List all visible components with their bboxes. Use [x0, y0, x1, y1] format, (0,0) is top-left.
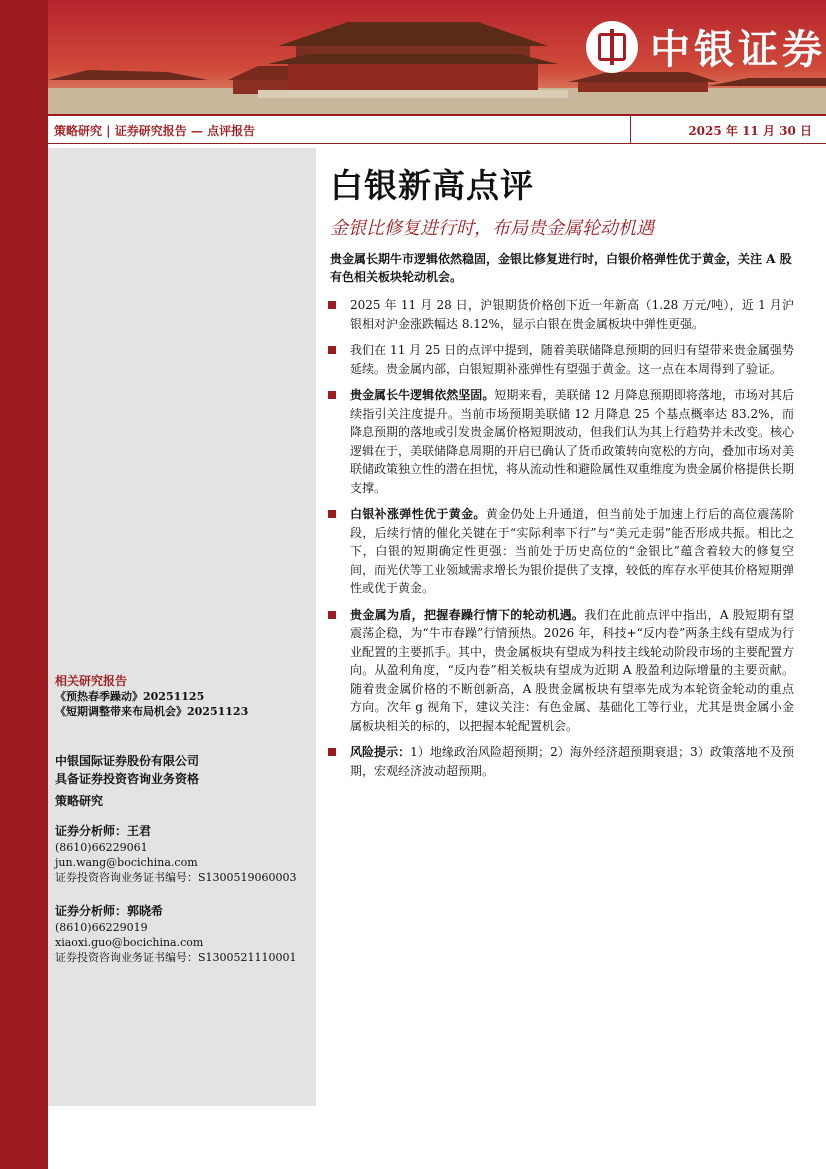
bullet-text: 2025 年 11 月 28 日，沪银期货价格创下近一年新高（1.28 万元/吨），近 1 月沪银相对沪金涨跌幅达 8.12%，显示白银在贵金属板块中弹性更强。 [350, 298, 794, 331]
bullet-item [326, 341, 794, 378]
bullet-lead: 贵金属为盾，把握春躁行情下的轮动机遇。 [350, 607, 585, 622]
summary: 贵金属长期牛市逻辑依然稳固，金银比修复进行时，白银价格弹性优于黄金，关注 A 股有色相关板块轮动机会。 [330, 252, 792, 284]
qualification: 具备证券投资咨询业务资格 [55, 772, 200, 786]
analyst-name: 证券分析师：王君 [55, 824, 152, 838]
company-info [55, 752, 199, 810]
bullet-square-icon [328, 391, 336, 399]
bullet-square-icon [328, 346, 336, 354]
bullet-item [326, 505, 794, 598]
report-category-bar [48, 114, 826, 144]
breadcrumb: 策略研究 | 证券研究报告 — 点评报告 [54, 124, 256, 138]
report-subtitle: 金银比修复进行时，布局贵金属轮动机遇 [330, 218, 654, 239]
analyst-cert: 证券投资咨询业务证书编号：S1300521110001 [55, 951, 297, 964]
analyst-phone: (8610)66229019 [55, 921, 148, 934]
left-red-bar [0, 0, 48, 1169]
related-report-item[interactable]: 《短期调整带来布局机会》20251123 [55, 705, 249, 718]
analyst-card [55, 902, 297, 965]
bullet-square-icon [328, 510, 336, 518]
bullet-item [326, 296, 794, 333]
bullet-text: 黄金仍处上升通道，但当前处于加速上行后的高位震荡阶段，后续行情的催化关键在于“实际利率下行”与“美元走弱”能否形成共振。相比之下，白银的短期确定性更强：当前处于历史高位的“金银比”蕴含着较大的修复空间，而光伏等工业领域需求增长为银价提供了支撑，较低的库存水平使其价格短期弹性或优于黄金。 [350, 507, 795, 595]
report-date: 2025 年 11 月 30 日 [688, 124, 812, 138]
logo-text: 中银证券 [650, 27, 826, 73]
bullet-lead: 贵金属长牛逻辑依然坚固。 [350, 388, 495, 402]
report-title: 白银新高点评 [330, 166, 534, 205]
bullet-text: 我们在此前点评中指出，A 股短期有望震荡企稳，为“牛市春躁”行情预热。2026 年，科技+“反内卷”两条主线有望成为行业配置的主要抓手。其中，贵金属板块有望成为科技主线轮动阶段市场的主要配置方向。从盈利角度，“反内卷”相关板块有望成为近期 A 股盈利边际增量的主要贡献。随着贵金属价格的不断创新高，A 股贵金属板块有望率先成为本轮资金轮动的重点方向。次年 g 视角下，建议关注：有色金属、基础化工等行业，尤其是贵金属小金属板块相关的标的，以把握本轮配置机会。 [350, 607, 795, 733]
analyst-email[interactable]: xiaoxi.guo@bocichina.com [55, 936, 204, 949]
bullet-lead: 白银补涨弹性优于黄金。 [350, 507, 486, 521]
bullet-lead: 风险提示： [350, 745, 411, 759]
related-reports-title: 相关研究报告 [55, 674, 128, 688]
related-reports [55, 674, 248, 719]
bullet-item [326, 743, 794, 780]
bullet-square-icon [328, 301, 336, 309]
company-name: 中银国际证券股份有限公司 [55, 754, 200, 768]
bullet-square-icon [328, 748, 336, 756]
related-report-item[interactable]: 《预热春季躁动》20251125 [55, 690, 205, 703]
bullet-item [326, 386, 794, 497]
header-banner-image [48, 0, 826, 114]
key-points-list [326, 296, 794, 788]
company-logo [586, 18, 826, 75]
bullet-square-icon [328, 611, 336, 619]
analyst-card [55, 822, 297, 885]
bullet-text: 我们在 11 月 25 日的点评中提到，随着美联储降息预期的回归有望带来贵金属强势延续。贵金属内部，白银短期补涨弹性有望强于黄金。这一点在本周得到了验证。 [350, 343, 794, 376]
bullet-item [326, 606, 794, 736]
boc-logo-icon [586, 21, 638, 73]
analyst-email[interactable]: jun.wang@bocichina.com [55, 856, 198, 869]
bullet-text: 短期来看，美联储 12 月降息预期即将落地，市场对其后续指引关注度提升。当前市场预期美联储 12 月降息 25 个基点概率达 83.2%，而降息预期的落地或引发贵金属价格短期波动，但我们认为其上行趋势并未改变。核心逻辑在于，美联储降息周期的开启已确认了货币政策转向宽松的方向，叠加市场对美联储政策独立性的潜在担忧，将从流动性和避险属性双重维度为贵金属价格提供长期支撑。 [350, 388, 795, 495]
department: 策略研究 [55, 794, 104, 808]
analyst-cert: 证券投资咨询业务证书编号：S1300519060003 [55, 871, 297, 884]
analyst-phone: (8610)66229061 [55, 841, 148, 854]
divider [630, 116, 631, 144]
analyst-name: 证券分析师：郭晓希 [55, 904, 164, 918]
bullet-text: 1）地缘政治风险超预期；2）海外经济超预期衰退；3）政策落地不及预期，宏观经济波动超预期。 [350, 745, 794, 778]
